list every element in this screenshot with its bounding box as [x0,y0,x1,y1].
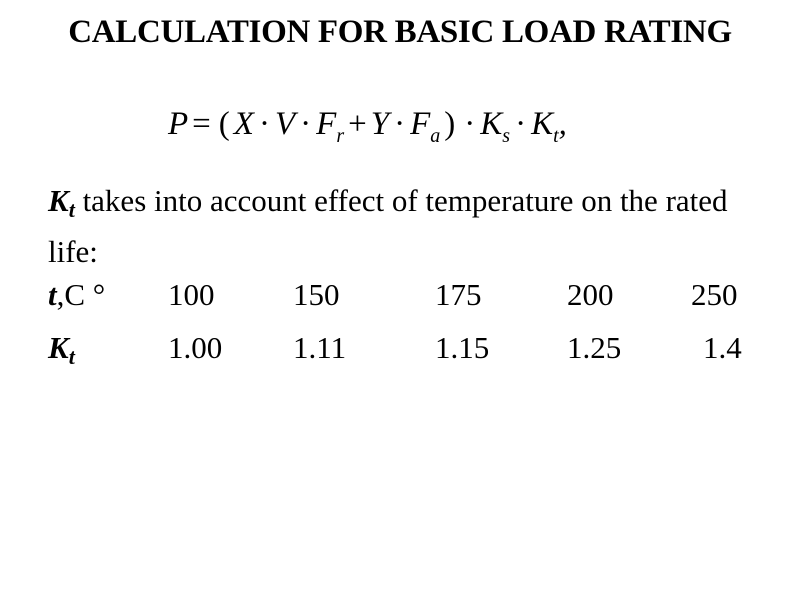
formula-equals: = [192,106,211,142]
formula-dot: · [464,106,476,142]
formula-plus: + [348,106,367,142]
formula-dot: · [515,106,527,142]
temperature-row [48,277,768,317]
formula-F: F [316,106,337,142]
formula-open-paren: ( [218,106,230,142]
formula-V: V [274,106,296,142]
load-formula [168,106,567,148]
formula-K: K [531,106,554,142]
kt-value: 1.00 [168,330,223,365]
formula-sub-a: a [430,125,441,147]
kt-value: 1.4 [703,330,742,365]
formula-sub-t: t [553,125,559,147]
formula-P: P [168,106,189,142]
formula-X: X [233,106,254,142]
kt-row-label-main: K [48,330,69,365]
formula-dot: · [258,106,270,142]
kt-row-label-sub: t [68,344,75,369]
formula-Y: Y [370,106,390,142]
kt-row [48,330,768,370]
temperature-unit: ,C ° [56,277,106,312]
kt-symbol-sub: t [68,197,75,222]
temperature-value: 200 [567,277,614,312]
formula-sub-r: r [336,125,345,147]
temperature-row-label [48,277,105,313]
temperature-symbol: t [48,277,57,312]
temperature-value: 150 [293,277,340,312]
formula-dot: · [300,106,312,142]
kt-description [48,180,768,273]
kt-row-label [48,330,75,370]
formula-K: K [480,106,503,142]
kt-value: 1.25 [567,330,622,365]
formula-dot: · [394,106,406,142]
temperature-value: 100 [168,277,215,312]
formula-close-paren: ) [444,106,456,142]
kt-value: 1.11 [293,330,347,365]
formula-sub-s: s [502,125,511,147]
kt-value: 1.15 [435,330,490,365]
formula-F: F [410,106,431,142]
temperature-value: 175 [435,277,482,312]
slide-title: CALCULATION FOR BASIC LOAD RATING [68,14,732,50]
kt-description-text: takes into account effect of temperature on the rated life: [48,183,728,269]
temperature-value: 250 [691,277,738,312]
kt-symbol [48,183,75,222]
formula-comma: , [558,106,567,142]
kt-symbol-main: K [48,183,69,218]
